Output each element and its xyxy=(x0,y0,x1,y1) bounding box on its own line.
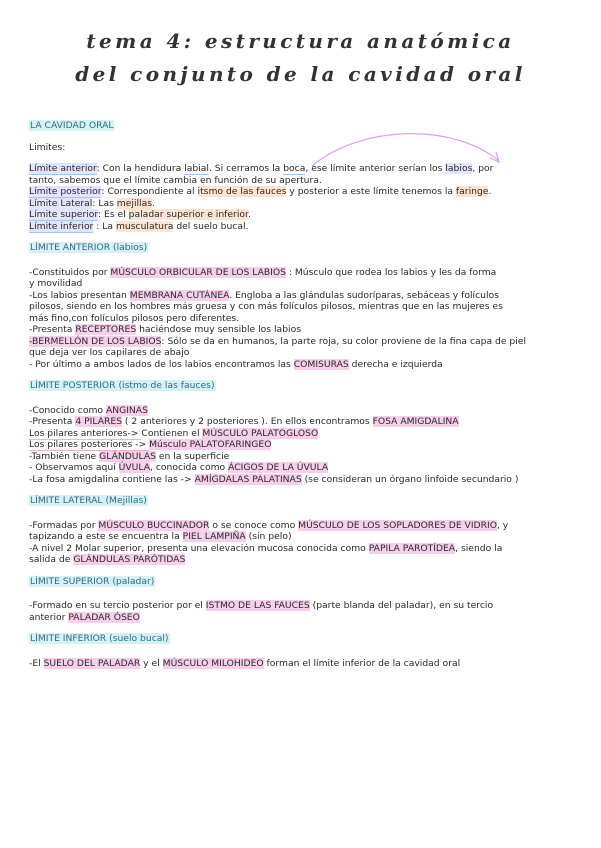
posterior-line-5: -También tiene GLÁNDULAS en la superficie xyxy=(29,450,230,462)
section-heading-inferior: LÍMITE INFERIOR (suelo bucal) xyxy=(30,633,169,644)
superior-line-2: anterior PALADAR ÓSEO xyxy=(29,611,140,623)
anterior-line-5: más fino,con folículos pilosos pero diferentes. xyxy=(29,312,240,324)
anterior-line-9: - Por último a ambos lados de los labios encontramos las COMISURAS derecha e izquierda xyxy=(29,358,443,370)
section-heading-anterior: LÍMITE ANTERIOR (labios) xyxy=(30,242,148,253)
posterior-line-3: Los pilares anteriores-> Contienen el MÚSCULO PALATOGLOSO xyxy=(29,427,319,439)
posterior-line-1: -Conocido como ANGINAS xyxy=(29,404,148,416)
lateral-line-4: salida de GLÁNDULAS PARÓTIDAS xyxy=(29,554,186,565)
section-heading-superior: LÍMITE SUPERIOR (paladar) xyxy=(30,575,155,587)
lateral-line-1: -Formadas por MÚSCULO BUCCINADOR o se conoce como MÚSCULO DE LOS SOPLADORES DE VIDRIO, y xyxy=(29,519,509,531)
limit-posterior-line: Límite posterior: Correspondiente al itsmo de las fauces y posterior a este límite tenemos la faringe. xyxy=(29,186,492,197)
lateral-line-2: tapizando a este se encuentra la PIEL LAMPIÑA (sin pelo) xyxy=(29,531,292,542)
notes-content xyxy=(29,120,549,669)
anterior-line-3: -Los labios presentan MEMBRANA CUTÁNEA. Engloba a las glándulas sudoríparas, sebáceas y folículos xyxy=(29,289,499,301)
limit-inferior-line: Límite inferior : La musculatura del suelo bucal. xyxy=(29,220,249,232)
anterior-line-2: y movilidad xyxy=(29,278,83,289)
limit-anterior-cont: tanto, sabemos que el límite cambia en función de su apertura. xyxy=(29,174,322,186)
section-heading-posterior: LÍMITE POSTERIOR (istmo de las fauces) xyxy=(30,380,215,391)
lateral-line-3: -A nivel 2 Molar superior, presenta una elevación mucosa conocida como PAPILA PAROTÍDEA, siendo la xyxy=(29,542,503,554)
section-heading-cavidad: LA CAVIDAD ORAL xyxy=(30,120,114,131)
limit-anterior-line: Límite anterior: Con la hendidura labial. Si cerramos la boca, ese límite anterior serían los labios, por xyxy=(29,163,494,174)
limites-label: Limites: xyxy=(29,141,66,153)
anterior-line-7: -BERMELLÓN DE LOS LABIOS: Sólo se da en humanos, la parte roja, su color proviene de la fina capa de piel xyxy=(29,335,527,347)
page-title-line-1: tema 4: estructura anatómica xyxy=(86,29,515,53)
posterior-line-2: -Presenta 4 PILARES ( 2 anteriores y 2 posteriores ). En ellos encontramos FOSA AMIGDALINA xyxy=(29,416,459,427)
page-title-line-2: del conjunto de la cavidad oral xyxy=(75,62,526,86)
anterior-line-4: pilosos, siendo en los hombres más gruesa y con más folículos pilosos, mientras que en las mujeres es xyxy=(29,301,503,312)
section-heading-lateral: LÍMITE LATERAL (Mejillas) xyxy=(30,495,147,506)
limit-lateral-line: Límite Lateral: Las mejillas. xyxy=(29,197,155,209)
posterior-line-4: Los pilares posteriores -> Músculo PALATOFARINGEO xyxy=(29,439,272,450)
superior-line-1: -Formado en su tercio posterior por el ISTMO DE LAS FAUCES (parte blanda del paladar), en su tercio xyxy=(29,600,494,611)
inferior-line-1: -El SUELO DEL PALADAR y el MÚSCULO MILOHIDEO forman el límite inferior de la cavidad oral xyxy=(29,657,461,669)
limit-superior-line: Límite superior: Es el paladar superior e inferior. xyxy=(29,209,251,220)
anterior-line-1: -Constituidos por MÚSCULO ORBICULAR DE LOS LABIOS : Músculo que rodea los labios y les da forma xyxy=(29,266,497,278)
posterior-line-6: - Observamos aquí ÚVULA, conocida como ÁCIGOS DE LA ÚVULA xyxy=(29,462,329,473)
posterior-line-7: -La fosa amigdalina contiene las -> AMÍGDALAS PALATINAS (se consideran un órgano linfoide secundario ) xyxy=(29,473,519,485)
anterior-line-8: que deja ver los capilares de abajo xyxy=(29,347,190,358)
anterior-line-6: -Presenta RECEPTORES haciéndose muy sensible los labios xyxy=(29,324,301,335)
